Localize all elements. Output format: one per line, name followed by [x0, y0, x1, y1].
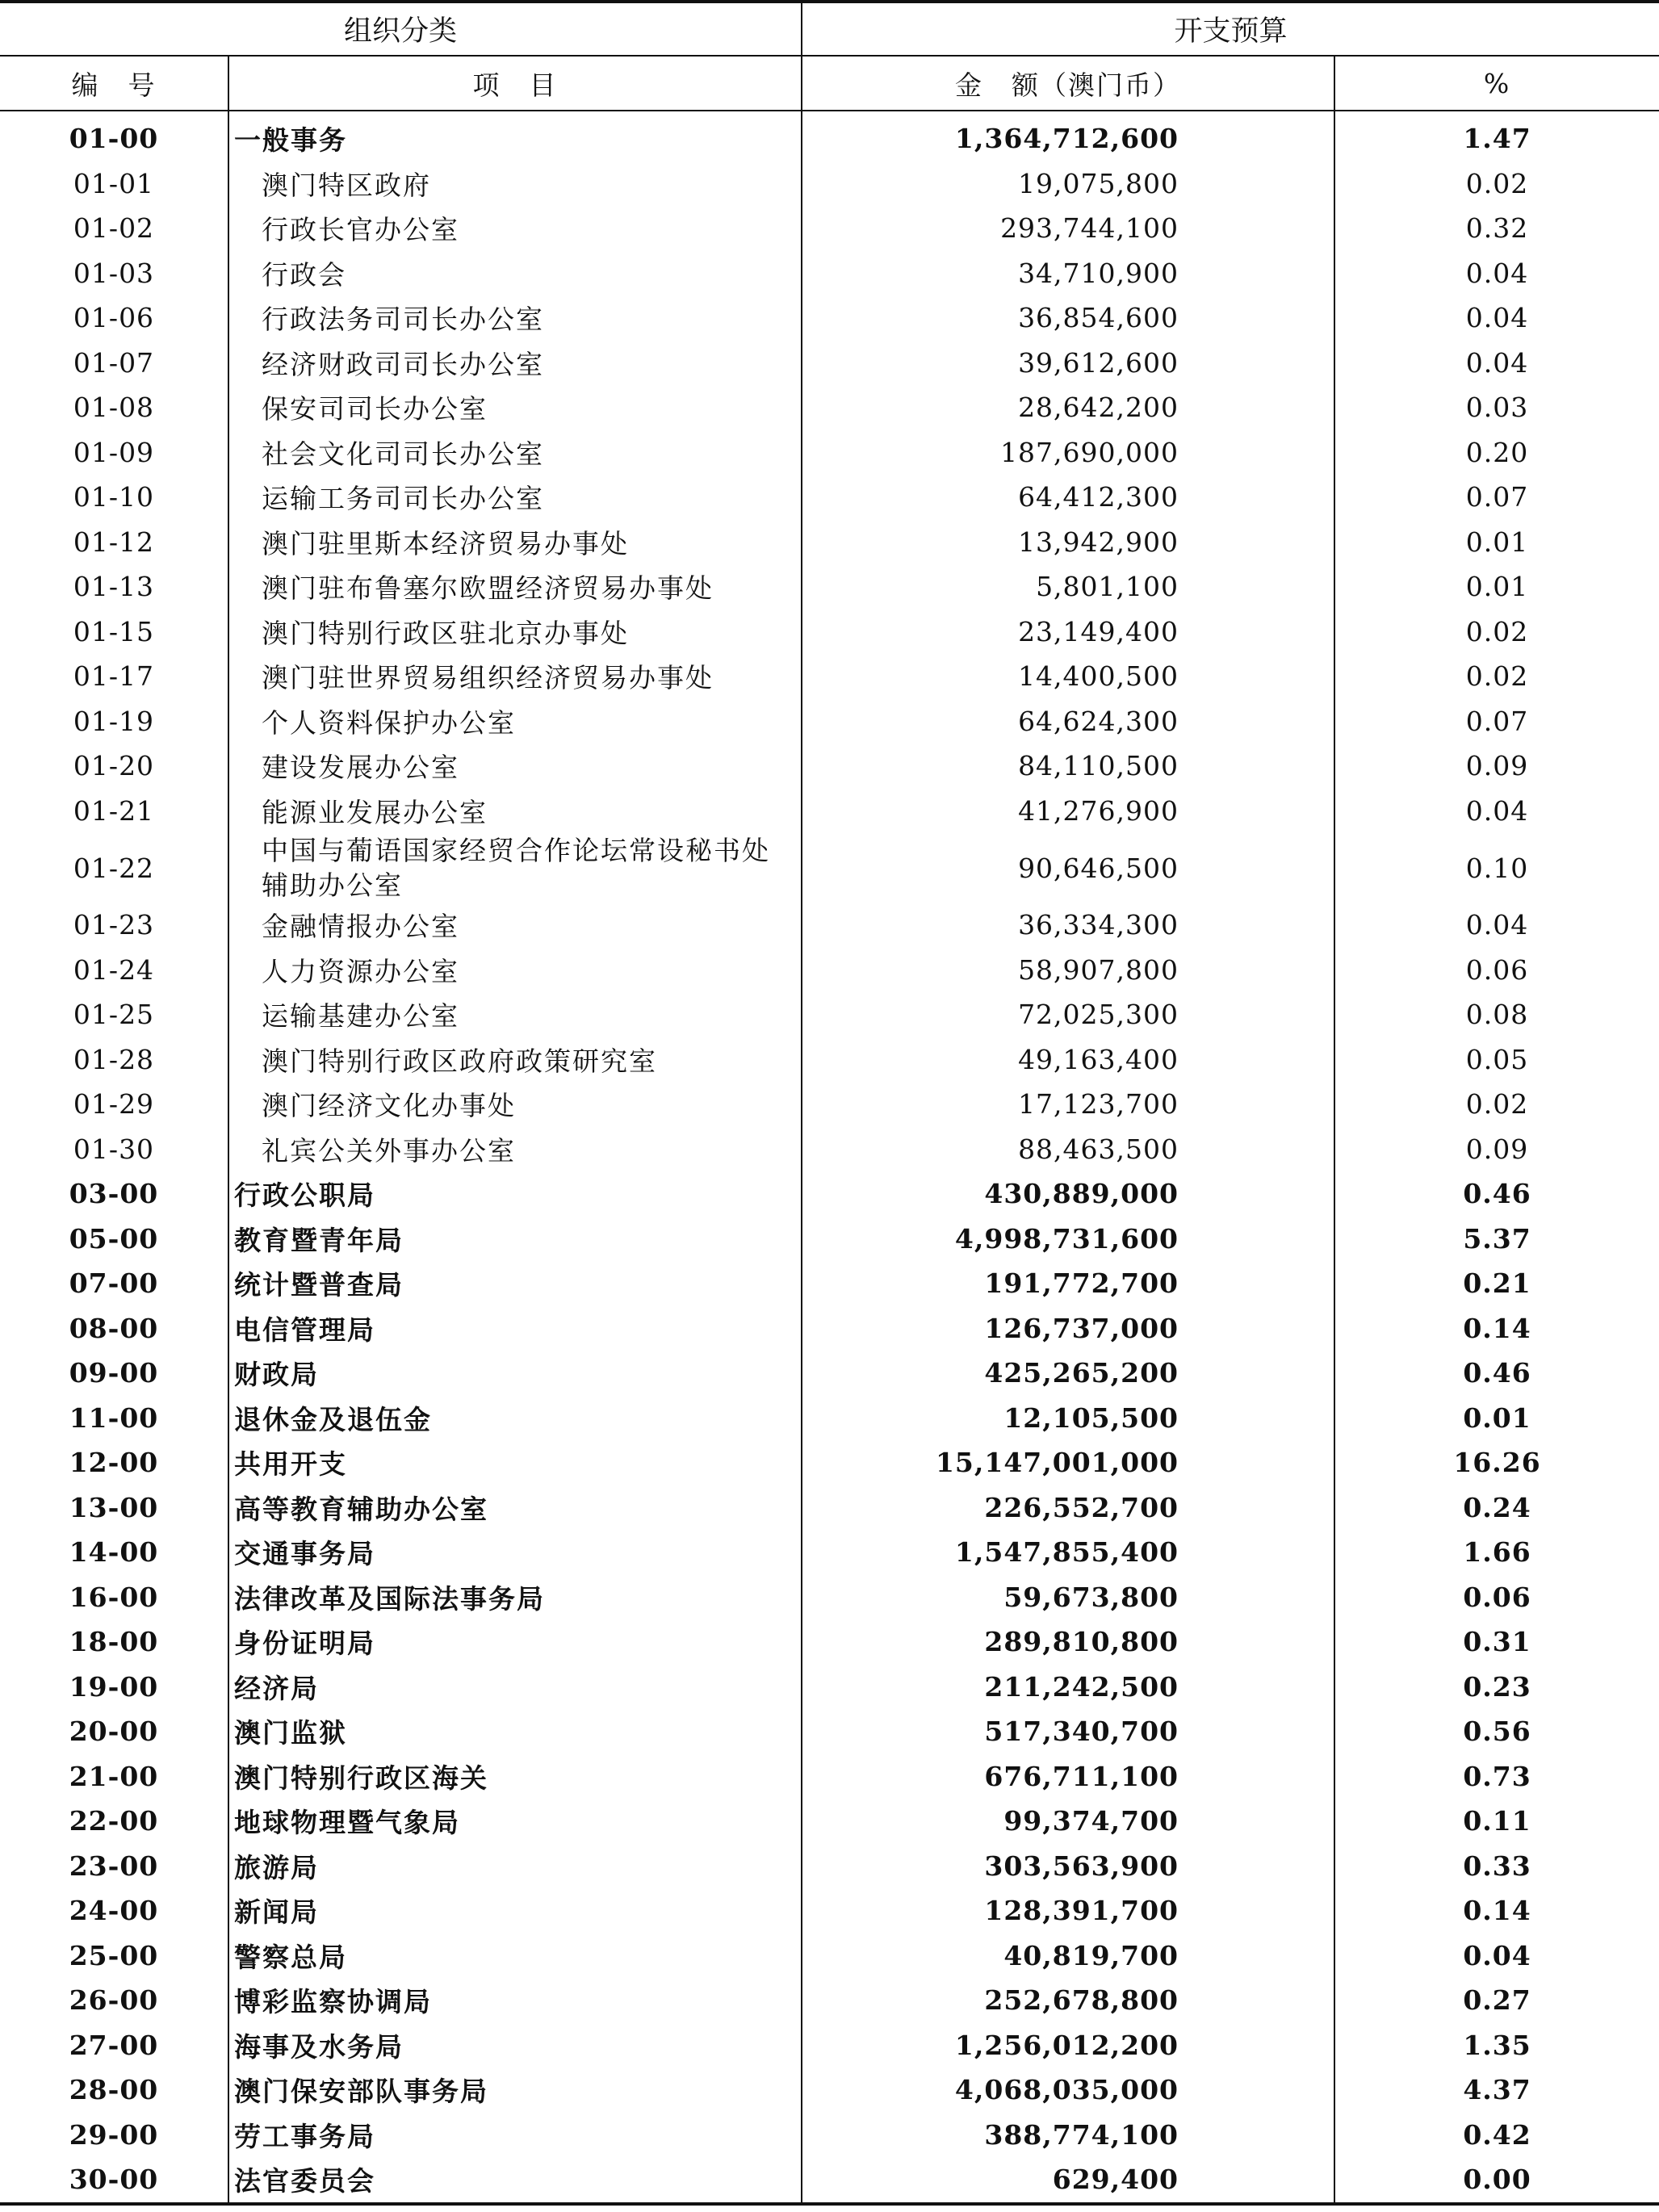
row-amount: 59,673,800 [802, 1575, 1334, 1620]
row-code: 01-24 [0, 948, 228, 993]
row-percent: 0.04 [1465, 346, 1529, 379]
row-item: 电信管理局 [228, 1306, 802, 1351]
row-item: 经济局 [228, 1665, 802, 1710]
row-amount: 36,854,600 [802, 295, 1334, 341]
row-code: 09-00 [0, 1351, 228, 1396]
row-amount: 293,744,100 [802, 206, 1334, 251]
table-row [0, 1171, 1659, 1217]
row-percent: 5.37 [1463, 1222, 1531, 1255]
row-amount: 23,149,400 [802, 610, 1334, 655]
row-percent: 0.09 [1465, 750, 1529, 782]
table-row [0, 833, 1659, 903]
row-item: 法律改革及国际法事务局 [228, 1575, 802, 1620]
row-amount: 88,463,500 [802, 1127, 1334, 1172]
row-code: 01-09 [0, 430, 228, 475]
row-percent: 0.01 [1463, 1401, 1531, 1434]
table-row [0, 1530, 1659, 1575]
row-percent: 0.01 [1465, 526, 1529, 558]
row-amount: 99,374,700 [802, 1799, 1334, 1844]
row-code: 16-00 [0, 1575, 228, 1620]
row-code: 01-29 [0, 1082, 228, 1127]
row-amount: 34,710,900 [802, 251, 1334, 296]
row-amount: 629,400 [802, 2157, 1334, 2204]
row-item: 金融情报办公室 [228, 903, 802, 948]
row-code: 01-12 [0, 520, 228, 565]
table-row [0, 1799, 1659, 1844]
row-percent: 0.06 [1465, 953, 1529, 986]
table-row [0, 699, 1659, 744]
row-code: 03-00 [0, 1171, 228, 1217]
row-percent: 0.20 [1465, 436, 1529, 468]
row-amount: 252,678,800 [802, 1978, 1334, 2023]
table-row [0, 2067, 1659, 2113]
row-code: 12-00 [0, 1440, 228, 1485]
row-amount: 14,400,500 [802, 654, 1334, 699]
table-row [0, 1754, 1659, 1799]
row-code: 01-15 [0, 610, 228, 655]
row-amount: 41,276,900 [802, 789, 1334, 834]
row-percent: 0.04 [1465, 302, 1529, 334]
row-item: 行政会 [228, 251, 802, 296]
row-amount: 17,123,700 [802, 1082, 1334, 1127]
table-row [0, 1709, 1659, 1754]
row-percent: 1.47 [1463, 123, 1531, 155]
header-item: 项 目 [228, 56, 802, 111]
table-row [0, 1440, 1659, 1485]
table-row [0, 1665, 1659, 1710]
row-amount: 12,105,500 [802, 1396, 1334, 1441]
row-percent: 1.66 [1463, 1536, 1531, 1569]
row-code: 01-03 [0, 251, 228, 296]
row-amount: 289,810,800 [802, 1619, 1334, 1665]
table-row [0, 1037, 1659, 1083]
row-percent: 0.14 [1463, 1312, 1531, 1344]
row-code: 01-22 [0, 833, 228, 903]
row-item: 法官委员会 [228, 2157, 802, 2204]
row-item: 地球物理暨气象局 [228, 1799, 802, 1844]
row-item: 财政局 [228, 1351, 802, 1396]
row-code: 01-02 [0, 206, 228, 251]
row-code: 18-00 [0, 1619, 228, 1665]
row-percent: 0.56 [1463, 1716, 1531, 1748]
row-percent: 0.05 [1465, 1043, 1529, 1075]
row-item: 澳门驻里斯本经济贸易办事处 [228, 520, 802, 565]
table-row [0, 161, 1659, 207]
row-code: 21-00 [0, 1754, 228, 1799]
row-amount: 58,907,800 [802, 948, 1334, 993]
row-percent: 0.14 [1463, 1895, 1531, 1927]
row-percent: 16.26 [1453, 1447, 1541, 1479]
row-item: 行政长官办公室 [228, 206, 802, 251]
row-code: 01-28 [0, 1037, 228, 1083]
row-percent: 0.09 [1465, 1133, 1529, 1165]
row-amount: 226,552,700 [802, 1485, 1334, 1531]
row-item: 经济财政司司长办公室 [228, 341, 802, 386]
row-code: 01-21 [0, 789, 228, 834]
row-percent: 0.24 [1463, 1491, 1531, 1523]
row-item: 礼宾公关外事办公室 [228, 1127, 802, 1172]
row-amount: 4,068,035,000 [802, 2067, 1334, 2113]
row-percent: 0.02 [1465, 660, 1529, 693]
row-code: 01-25 [0, 992, 228, 1037]
row-percent: 0.21 [1463, 1267, 1531, 1300]
row-code: 05-00 [0, 1217, 228, 1262]
row-percent: 0.03 [1465, 392, 1529, 424]
table-header [0, 2, 1659, 111]
row-item [228, 833, 802, 903]
row-amount: 425,265,200 [802, 1351, 1334, 1396]
table-row [0, 1306, 1659, 1351]
row-item: 运输基建办公室 [228, 992, 802, 1037]
row-code: 23-00 [0, 1844, 228, 1889]
row-code: 01-17 [0, 654, 228, 699]
row-amount: 5,801,100 [802, 564, 1334, 610]
table-row [0, 1217, 1659, 1262]
row-item: 身份证明局 [228, 1619, 802, 1665]
row-item: 教育暨青年局 [228, 1217, 802, 1262]
row-item: 个人资料保护办公室 [228, 699, 802, 744]
row-amount: 28,642,200 [802, 385, 1334, 430]
table-row [0, 654, 1659, 699]
row-percent: 0.02 [1465, 167, 1529, 199]
table-row [0, 610, 1659, 655]
row-amount: 64,412,300 [802, 475, 1334, 520]
row-percent: 0.42 [1463, 2118, 1531, 2151]
table-row [0, 1933, 1659, 1979]
row-item-text: 中国与葡语国家经贸合作论坛常设秘书处辅助办公室 [262, 835, 770, 901]
row-percent: 0.32 [1465, 212, 1529, 245]
table-row [0, 1485, 1659, 1531]
row-code: 29-00 [0, 2113, 228, 2158]
row-item: 保安司司长办公室 [228, 385, 802, 430]
row-amount: 72,025,300 [802, 992, 1334, 1037]
table-row [0, 1619, 1659, 1665]
table-row [0, 2023, 1659, 2068]
table-row [0, 1082, 1659, 1127]
row-amount: 36,334,300 [802, 903, 1334, 948]
row-percent: 0.33 [1463, 1850, 1531, 1882]
row-item: 澳门监狱 [228, 1709, 802, 1754]
row-code: 13-00 [0, 1485, 228, 1531]
row-amount: 430,889,000 [802, 1171, 1334, 1217]
header-budget: 开支预算 [802, 2, 1659, 56]
row-percent: 0.07 [1465, 705, 1529, 737]
table-row [0, 2113, 1659, 2158]
row-percent: 0.27 [1463, 1984, 1531, 2017]
table-row [0, 251, 1659, 296]
row-code: 01-08 [0, 385, 228, 430]
table-row [0, 341, 1659, 386]
row-amount: 15,147,001,000 [802, 1440, 1334, 1485]
row-item: 运输工务司司长办公室 [228, 475, 802, 520]
row-percent: 0.02 [1465, 1088, 1529, 1121]
row-item: 行政公职局 [228, 1171, 802, 1217]
row-item: 澳门特区政府 [228, 161, 802, 207]
row-percent: 0.01 [1465, 571, 1529, 603]
row-percent: 0.07 [1465, 481, 1529, 513]
row-item: 能源业发展办公室 [228, 789, 802, 834]
row-percent: 0.11 [1463, 1805, 1531, 1837]
table-row [0, 1978, 1659, 2023]
table-row [0, 520, 1659, 565]
row-code: 07-00 [0, 1261, 228, 1306]
row-item: 高等教育辅助办公室 [228, 1485, 802, 1531]
row-item: 澳门驻世界贸易组织经济贸易办事处 [228, 654, 802, 699]
row-percent: 0.08 [1465, 999, 1529, 1031]
row-item: 澳门特别行政区驻北京办事处 [228, 610, 802, 655]
table-row [0, 903, 1659, 948]
row-item: 行政法务司司长办公室 [228, 295, 802, 341]
row-amount: 517,340,700 [802, 1709, 1334, 1754]
row-amount: 90,646,500 [802, 833, 1334, 903]
row-percent: 0.23 [1463, 1670, 1531, 1703]
row-code: 11-00 [0, 1396, 228, 1441]
header-code: 编 号 [0, 56, 228, 111]
row-amount: 4,998,731,600 [802, 1217, 1334, 1262]
row-item: 建设发展办公室 [228, 744, 802, 789]
row-amount: 1,364,712,600 [802, 111, 1334, 161]
row-item: 交通事务局 [228, 1530, 802, 1575]
table-row [0, 744, 1659, 789]
row-percent: 0.00 [1334, 2157, 1659, 2204]
row-item: 澳门保安部队事务局 [228, 2067, 802, 2113]
row-item: 澳门经济文化办事处 [228, 1082, 802, 1127]
row-amount: 84,110,500 [802, 744, 1334, 789]
row-code: 26-00 [0, 1978, 228, 2023]
row-code: 01-19 [0, 699, 228, 744]
table-row [0, 1575, 1659, 1620]
row-code: 28-00 [0, 2067, 228, 2113]
row-percent: 0.04 [1463, 1939, 1531, 1971]
row-code: 01-07 [0, 341, 228, 386]
row-percent: 0.10 [1465, 852, 1529, 884]
table-row [0, 295, 1659, 341]
row-amount: 187,690,000 [802, 430, 1334, 475]
row-item: 警察总局 [228, 1933, 802, 1979]
row-amount: 1,256,012,200 [802, 2023, 1334, 2068]
row-amount: 388,774,100 [802, 2113, 1334, 2158]
row-item: 博彩监察协调局 [228, 1978, 802, 2023]
table-row [0, 475, 1659, 520]
header-org-class: 组织分类 [0, 2, 802, 56]
row-item: 共用开支 [228, 1440, 802, 1485]
row-percent: 0.04 [1465, 794, 1529, 827]
row-amount: 64,624,300 [802, 699, 1334, 744]
row-percent: 0.46 [1463, 1178, 1531, 1210]
row-amount: 211,242,500 [802, 1665, 1334, 1710]
row-item: 人力资源办公室 [228, 948, 802, 993]
table-row [0, 1261, 1659, 1306]
row-item: 澳门特别行政区政府政策研究室 [228, 1037, 802, 1083]
row-percent: 0.06 [1463, 1581, 1531, 1613]
row-item: 一般事务 [228, 111, 802, 161]
row-percent: 0.46 [1463, 1357, 1531, 1389]
table-row [0, 111, 1659, 161]
row-percent: 1.35 [1463, 2029, 1531, 2061]
row-percent: 4.37 [1463, 2074, 1531, 2106]
row-amount: 126,737,000 [802, 1306, 1334, 1351]
row-percent: 0.73 [1463, 1760, 1531, 1792]
row-item: 社会文化司司长办公室 [228, 430, 802, 475]
row-code: 30-00 [0, 2157, 228, 2204]
row-code: 24-00 [0, 1888, 228, 1933]
table-row [0, 1351, 1659, 1396]
table-row [0, 1888, 1659, 1933]
row-code: 08-00 [0, 1306, 228, 1351]
row-item: 统计暨普查局 [228, 1261, 802, 1306]
row-percent: 0.04 [1465, 257, 1529, 289]
row-amount: 128,391,700 [802, 1888, 1334, 1933]
row-amount: 191,772,700 [802, 1261, 1334, 1306]
row-item: 海事及水务局 [228, 2023, 802, 2068]
row-item: 澳门驻布鲁塞尔欧盟经济贸易办事处 [228, 564, 802, 610]
table-row [0, 948, 1659, 993]
row-amount: 13,942,900 [802, 520, 1334, 565]
row-item: 新闻局 [228, 1888, 802, 1933]
row-amount: 40,819,700 [802, 1933, 1334, 1979]
row-code: 01-23 [0, 903, 228, 948]
table-row [0, 564, 1659, 610]
row-code: 01-06 [0, 295, 228, 341]
row-item: 劳工事务局 [228, 2113, 802, 2158]
row-percent: 0.31 [1463, 1626, 1531, 1658]
row-code: 27-00 [0, 2023, 228, 2068]
row-code: 01-13 [0, 564, 228, 610]
table-row [0, 789, 1659, 834]
table-row [0, 1127, 1659, 1172]
row-amount: 1,547,855,400 [802, 1530, 1334, 1575]
row-code: 20-00 [0, 1709, 228, 1754]
row-amount: 303,563,900 [802, 1844, 1334, 1889]
row-code: 25-00 [0, 1933, 228, 1979]
header-amount: 金 额（澳门币） [802, 56, 1334, 111]
table-row [0, 385, 1659, 430]
row-amount: 39,612,600 [802, 341, 1334, 386]
row-amount: 676,711,100 [802, 1754, 1334, 1799]
row-code: 01-20 [0, 744, 228, 789]
table-body [0, 111, 1659, 2204]
row-code: 19-00 [0, 1665, 228, 1710]
table-row [0, 992, 1659, 1037]
row-item: 澳门特别行政区海关 [228, 1754, 802, 1799]
row-code: 01-00 [0, 111, 228, 161]
row-code: 01-10 [0, 475, 228, 520]
header-percent: % [1334, 56, 1659, 111]
row-code: 22-00 [0, 1799, 228, 1844]
table-row [0, 1396, 1659, 1441]
row-code: 14-00 [0, 1530, 228, 1575]
row-percent: 0.02 [1465, 615, 1529, 647]
row-amount: 19,075,800 [802, 161, 1334, 207]
table-row [0, 1844, 1659, 1889]
row-code: 01-30 [0, 1127, 228, 1172]
table-row [0, 2157, 1659, 2204]
row-item: 退休金及退伍金 [228, 1396, 802, 1441]
table-row [0, 430, 1659, 475]
row-item: 旅游局 [228, 1844, 802, 1889]
row-percent: 0.04 [1465, 909, 1529, 941]
table-row [0, 206, 1659, 251]
row-amount: 49,163,400 [802, 1037, 1334, 1083]
row-code: 01-01 [0, 161, 228, 207]
